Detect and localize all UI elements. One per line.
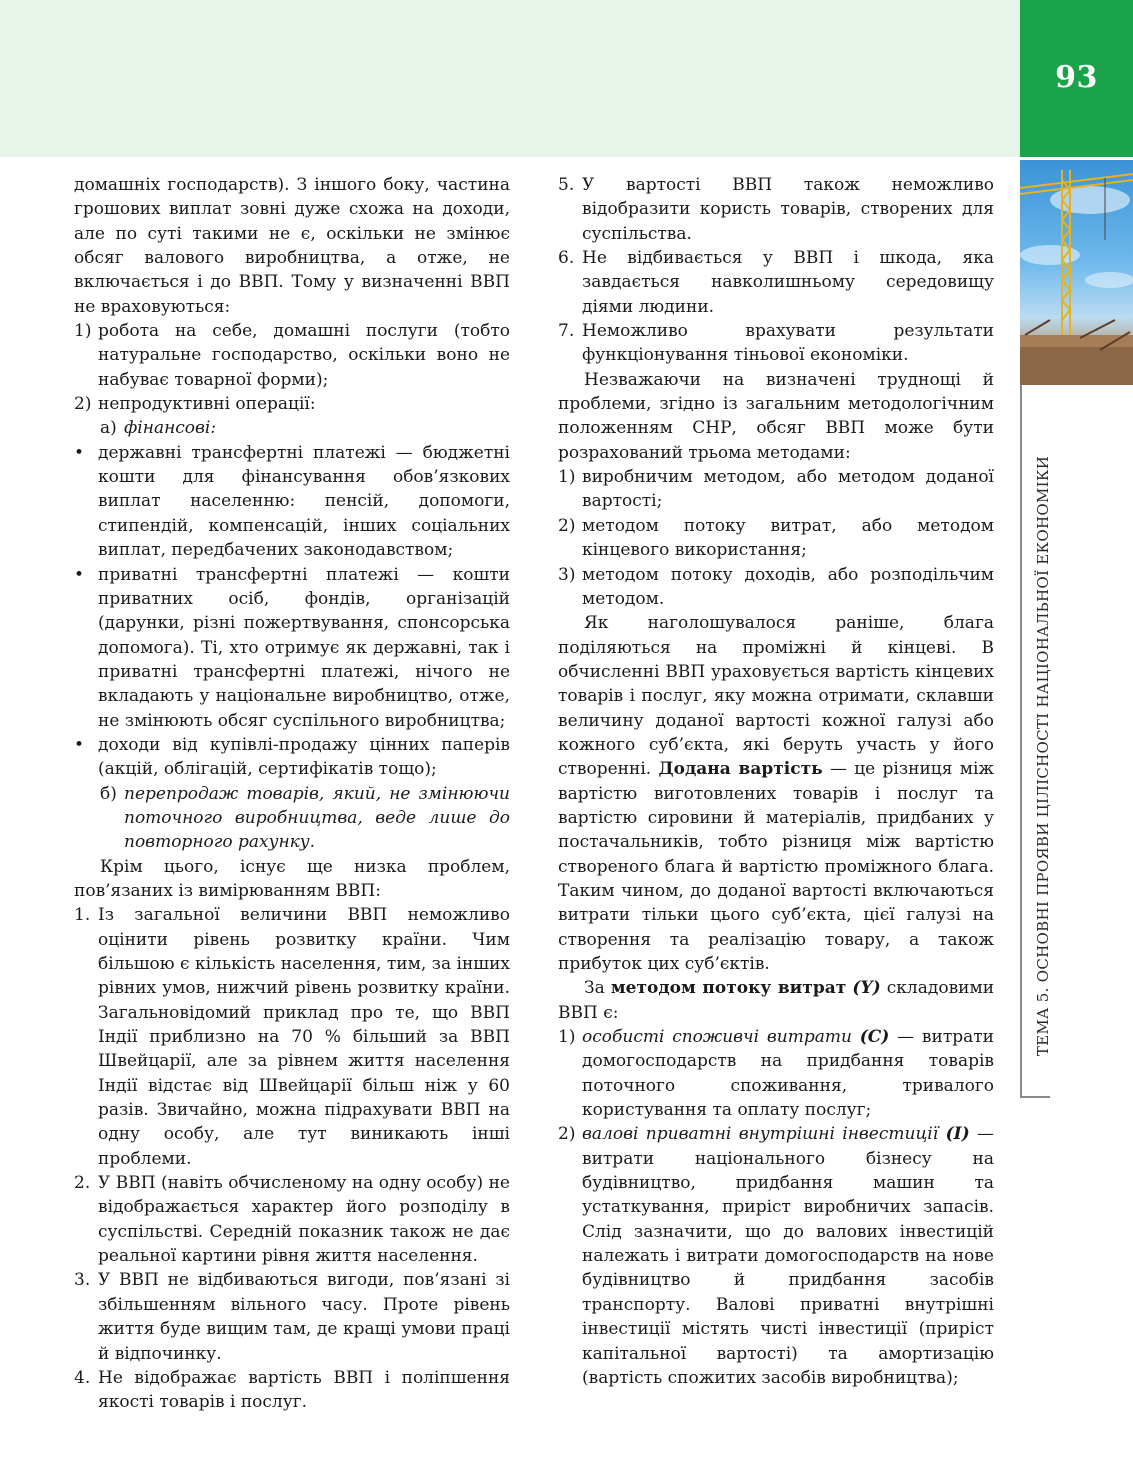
component-item (558, 1122, 994, 1390)
list-marker: 1. (74, 905, 91, 926)
numbered-item (558, 319, 994, 368)
numbered-item (558, 173, 994, 246)
side-rule-tick (1020, 1096, 1050, 1098)
right-column (558, 173, 994, 1390)
paragraph (558, 611, 994, 976)
list-marker: 1) (74, 321, 92, 342)
construction-crane-photo (1020, 160, 1133, 385)
term-investment: валові приватні внутрішні інвестиції (582, 1124, 939, 1145)
list-item-text: методом потоку витрат, або методом кінцевого використання; (582, 515, 994, 561)
list-marker: 7. (558, 321, 575, 342)
list-item-text: Не відбивається у ВВП і шкода, яка завдається навколишньому середовищу діями людини. (582, 248, 994, 317)
crane-image-icon (1020, 160, 1133, 385)
sub-list-item (74, 782, 510, 855)
method-item (558, 514, 994, 563)
list-marker: 1) (558, 467, 576, 488)
term-expenditure-method: методом потоку витрат (610, 978, 847, 999)
list-marker: 2) (74, 394, 92, 415)
symbol-c: (C) (859, 1027, 890, 1048)
chapter-title: ТЕМА 5. ОСНОВНІ ПРОЯВИ ЦІЛІСНОСТІ НАЦІОНАЛЬНОЇ ЕКОНОМІКИ (1034, 455, 1052, 1057)
list-marker: а) (100, 418, 117, 439)
method-item (558, 465, 994, 514)
numbered-item (74, 1171, 510, 1268)
list-item-text: непродуктивні операції: (98, 394, 316, 415)
bullet-item (74, 733, 510, 782)
numbered-item (74, 903, 510, 1171)
header-band (0, 0, 1020, 157)
paragraph: домашніх господарств). З іншого боку, частина грошових виплат зовні дуже схожа на доходи, але по суті такими не є, оскільки не змінює обсяг валового виробництва, а отже, не включається і до ВВП. Тому у визначенні ВВП не враховуються: (74, 175, 510, 317)
list-item-text: перепродаж товарів, який, не змінюючи поточного виробництва, веде лише до повторного рахунку. (124, 783, 510, 853)
bullet-icon: • (74, 734, 85, 755)
list-item-text: У вартості ВВП також неможливо відобразити користь товарів, створених для суспільства. (582, 175, 994, 244)
list-item-text (582, 1025, 994, 1122)
list-item-text: фінансові: (124, 418, 217, 439)
list-item-text: У ВВП не відбиваються вигоди, пов’язані зі збільшенням вільного часу. Проте рівень життя буде вищим там, де кращі умови праці й відпочинку. (98, 1270, 510, 1364)
numbered-item (74, 1366, 510, 1415)
bullet-item (74, 563, 510, 733)
list-item-text: приватні трансфертні платежі — кошти приватних осіб, фондів, організацій (дарунки, різні пожертвування, спонсорська допомога). Ті, хто отримує як державні, так і приватні трансфертні платежі, нічого не вкладають у національне виробництво, отже, не змінюють обсяг суспільного виробництва; (98, 564, 510, 731)
term-consumption: особисті споживчі витрати (582, 1027, 852, 1048)
bullet-item (74, 441, 510, 563)
paragraph-text: — це різниця між вартістю виготовлених товарів і послуг та вартістю сировини й матеріалів, придбаних у постачальників, тобто різниця між вартістю створеного блага й вартістю проміжного блага. Таким чином, до доданої вартості включаються витрати тільки цього суб’єкта, цієї галузі на створення та реалізацію товару, а також прибуток цих суб’єктів. (558, 759, 995, 974)
bullet-icon: • (74, 564, 85, 585)
numbered-item (74, 1268, 510, 1365)
symbol-y: (Y) (852, 978, 881, 999)
list-item (74, 319, 510, 392)
paragraph: Крім цього, існує ще низка проблем, пов’язаних із вимірюванням ВВП: (74, 856, 510, 901)
list-marker: 3. (74, 1270, 91, 1291)
page-number: 93 (1055, 60, 1098, 95)
method-item (558, 563, 994, 612)
list-marker: 6. (558, 248, 575, 269)
list-marker: 5. (558, 175, 575, 195)
list-marker: 2) (558, 515, 576, 536)
symbol-i: (I) (945, 1124, 970, 1145)
numbered-item (558, 246, 994, 319)
list-item-text: виробничим методом, або методом доданої вартості; (582, 467, 994, 512)
paragraph-text: За (584, 978, 605, 999)
list-marker: 3) (558, 564, 576, 585)
side-rule (1020, 385, 1022, 1098)
paragraph: Незважаючи на визначені труднощі й проблеми, згідно із загальним методологічним положенням СНР, обсяг ВВП може бути розрахований трьома методами: (558, 369, 994, 463)
list-item-text: робота на себе, домашні послуги (тобто натуральне господарство, оскільки воно не набуває товарної форми); (98, 321, 510, 390)
list-marker: б) (100, 783, 117, 804)
list-item-text: державні трансфертні платежі — бюджетні кошти для фінансування обов’язкових виплат населенню: пенсій, допомоги, стипендій, компенсацій, інших соціальних виплат, передбачених законодавством; (98, 442, 510, 561)
list-marker: 4. (74, 1367, 91, 1388)
list-item-text: методом потоку доходів, або розподільчим методом. (582, 564, 994, 609)
list-item (74, 392, 510, 416)
list-item-text: доходи від купівлі-продажу цінних паперів (акцій, облігацій, сертифікатів тощо); (98, 734, 510, 780)
definition-text: — витрати домогосподарств на придбання товарів поточного споживання, тривалого користування та оплату послуг; (582, 1027, 994, 1121)
list-item-text: У ВВП (навіть обчисленому на одну особу) не відображається характер його розподілу в суспільстві. Середній показник також не дає реальної картини рівня життя населення. (98, 1173, 510, 1267)
bullet-icon: • (74, 442, 85, 463)
term-added-value: Додана вартість (658, 759, 823, 780)
sub-list-item (74, 416, 510, 440)
list-item-text: Не відображає вартість ВВП і поліпшення якості товарів і послуг. (98, 1367, 510, 1413)
page-number-tab (1020, 0, 1133, 157)
paragraph (558, 976, 994, 1025)
list-marker: 2) (558, 1124, 576, 1145)
left-column (74, 173, 510, 1415)
paragraph-text: Як наголошувалося раніше, блага поділяються на проміжні й кінцеві. В обчисленні ВВП ураховується вартість кінцевих товарів і послуг, яку можна отримати, склавши величину доданої вартості кожної галузі або кожного суб’єкта, які беруть участь у його створенні. (558, 613, 994, 780)
component-item (558, 1025, 994, 1122)
list-item-text: Неможливо врахувати результати функціонування тіньової економіки. (582, 321, 994, 366)
list-item-text (582, 1122, 994, 1390)
list-marker: 1) (558, 1027, 576, 1048)
list-item-text: Із загальної величини ВВП неможливо оцінити рівень розвитку країни. Чим більшою є кількість населення, тим, за інших рівних умов, нижчий рівень розвитку країни. Загальновідомий приклад про те, що ВВП Індії приблизно на 70 % більший за ВВП Швейцарії, але за рівнем життя населення Індії відстає від Швейцарії більш ніж у 60 разів. Звичайно, можна підрахувати ВВП на одну особу, але тут виникають інші проблеми. (98, 905, 510, 1169)
chapter-title-vertical (1028, 420, 1058, 1092)
paragraph-text: складовими ВВП є: (558, 978, 995, 1023)
definition-text: — витрати національного бізнесу на будівництво, придбання машин та устаткування, приріст виробничих запасів. Слід зазначити, що до валових інвестицій належать і витрати домогосподарств на нове будівництво й придбання засобів транспорту. Валові приватні внутрішні інвестиції містять чисті інвестиції (приріст капітальної вартості) та амортизацію (вартість спожитих засобів виробництва); (582, 1124, 995, 1388)
list-marker: 2. (74, 1173, 91, 1194)
